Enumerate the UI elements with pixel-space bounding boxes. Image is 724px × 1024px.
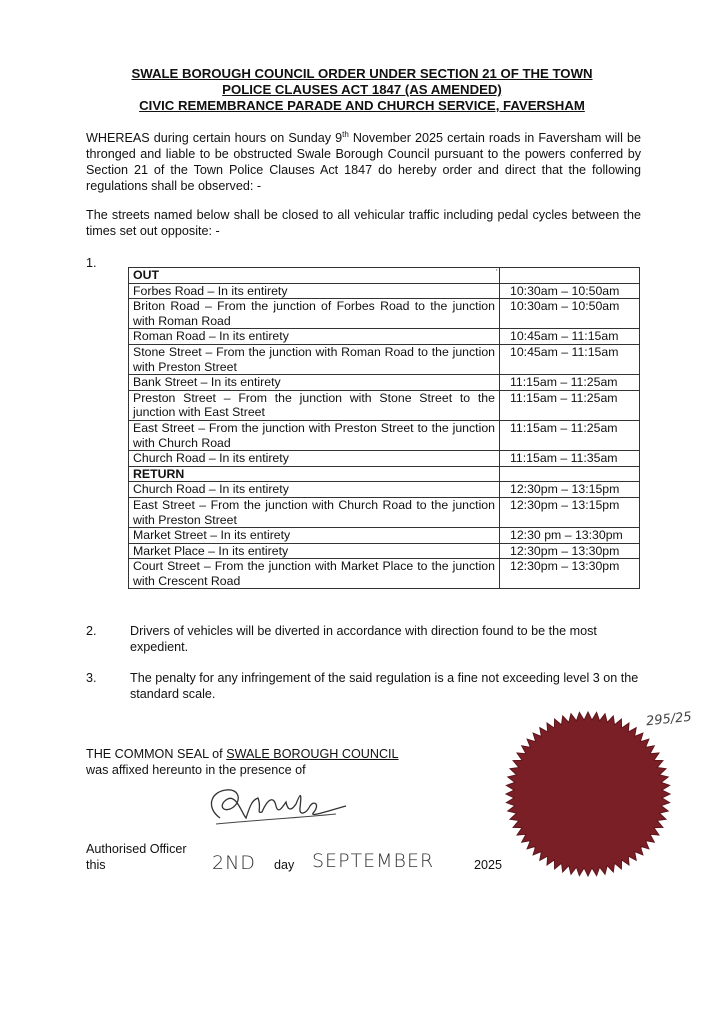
title-line-2: POLICE CLAUSES ACT 1847 (AS AMENDED)	[222, 82, 502, 97]
day-word: day	[274, 858, 295, 872]
time-cell: 10:45am – 11:15am	[500, 344, 640, 374]
table-row	[129, 482, 640, 498]
order-title	[80, 66, 644, 114]
time-cell: 12:30 pm – 13:30pm	[500, 528, 640, 544]
road-cell: East Street – From the junction with Church Road to the junction with Preston Street	[129, 497, 500, 527]
item-3-text: The penalty for any infringement of the said regulation is a fine not exceeding level 3 on the standard scale.	[130, 671, 639, 701]
whereas-text-start: WHEREAS during certain hours on Sunday 9	[86, 131, 343, 145]
time-cell: 12:30pm – 13:30pm	[500, 559, 640, 589]
time-cell: 12:30pm – 13:30pm	[500, 543, 640, 559]
table-row	[129, 344, 640, 374]
table-row	[129, 329, 640, 345]
table-row	[129, 543, 640, 559]
whereas-text-end: November 2025 certain roads in Faversham will be thronged and liable to be obstructed Swale Borough Council pursuant to the powers conferred by Section 21 of the Town Police Clauses Act 1847 do hereby order and direct that the following regulations shall be observed: -	[86, 131, 641, 193]
streets-intro: The streets named below shall be closed to all vehicular traffic including pedal cycles between the times set out opposite: -	[86, 208, 641, 238]
seal-reference: 295/25	[645, 709, 693, 730]
table-row	[129, 390, 640, 420]
road-cell: Briton Road – From the junction of Forbes Road to the junction with Roman Road	[129, 299, 500, 329]
handwritten-month: SEPTEMBER	[312, 850, 435, 872]
whereas-paragraph	[86, 130, 641, 194]
return-section-row	[129, 466, 640, 482]
common-seal	[504, 706, 672, 882]
table-row	[129, 528, 640, 544]
council-name: SWALE BOROUGH COUNCIL	[226, 747, 399, 761]
authorised-officer	[86, 841, 187, 873]
seal-statement	[86, 746, 399, 778]
empty-time-cell	[500, 466, 640, 482]
road-cell: Church Road – In its entirety	[129, 451, 500, 467]
handwritten-day: 2ND	[212, 852, 256, 874]
signature	[196, 778, 348, 834]
road-cell: Preston Street – From the junction with Stone Street to the junction with East Street	[129, 390, 500, 420]
item-2-text: Drivers of vehicles will be diverted in accordance with direction found to be the most expedient.	[130, 624, 597, 654]
table-row	[129, 497, 640, 527]
table-row	[129, 299, 640, 329]
authorised-line-1: Authorised Officer	[86, 842, 187, 856]
road-cell: Stone Street – From the junction with Roman Road to the junction with Preston Street	[129, 344, 500, 374]
road-cell: Church Road – In its entirety	[129, 482, 500, 498]
table-row	[129, 451, 640, 467]
time-cell: 11:15am – 11:25am	[500, 375, 640, 391]
time-cell: 12:30pm – 13:15pm	[500, 482, 640, 498]
road-cell: Bank Street – In its entirety	[129, 375, 500, 391]
table-row	[129, 375, 640, 391]
time-cell: 11:15am – 11:25am	[500, 420, 640, 450]
road-cell: East Street – From the junction with Preston Street to the junction with Church Road	[129, 420, 500, 450]
title-line-3: CIVIC REMEMBRANCE PARADE AND CHURCH SERVICE, FAVERSHAM	[139, 98, 585, 113]
time-cell: 10:45am – 11:15am	[500, 329, 640, 345]
time-cell: 11:15am – 11:25am	[500, 390, 640, 420]
road-cell: Roman Road – In its entirety	[129, 329, 500, 345]
road-cell: Market Street – In its entirety	[129, 528, 500, 544]
item-3-number: 3.	[86, 671, 97, 685]
scan-mark: '	[496, 268, 498, 277]
seal-presence: was affixed hereunto in the presence of	[86, 763, 306, 777]
item-2-number: 2.	[86, 624, 97, 638]
time-cell: 12:30pm – 13:15pm	[500, 497, 640, 527]
year: 2025	[474, 858, 503, 872]
table-row	[129, 283, 640, 299]
out-section-row	[129, 268, 640, 284]
road-cell: Market Place – In its entirety	[129, 543, 500, 559]
ordinal-suffix: th	[342, 129, 349, 139]
road-cell: Forbes Road – In its entirety	[129, 283, 500, 299]
seal-prefix: THE COMMON SEAL of	[86, 747, 227, 761]
title-line-1: SWALE BOROUGH COUNCIL ORDER UNDER SECTION 21 OF THE TOWN	[131, 66, 593, 81]
item-1-number: 1.	[86, 256, 97, 270]
road-cell: Court Street – From the junction with Market Place to the junction with Crescent Road	[129, 559, 500, 589]
empty-time-cell	[500, 268, 640, 284]
time-cell: 10:30am – 10:50am	[500, 299, 640, 329]
road-closures-table	[128, 267, 640, 589]
out-label: OUT	[129, 268, 500, 284]
return-label: RETURN	[129, 466, 500, 482]
time-cell: 10:30am – 10:50am	[500, 283, 640, 299]
table-row	[129, 559, 640, 589]
time-cell: 11:15am – 11:35am	[500, 451, 640, 467]
authorised-line-2: this	[86, 858, 106, 872]
table-row	[129, 420, 640, 450]
